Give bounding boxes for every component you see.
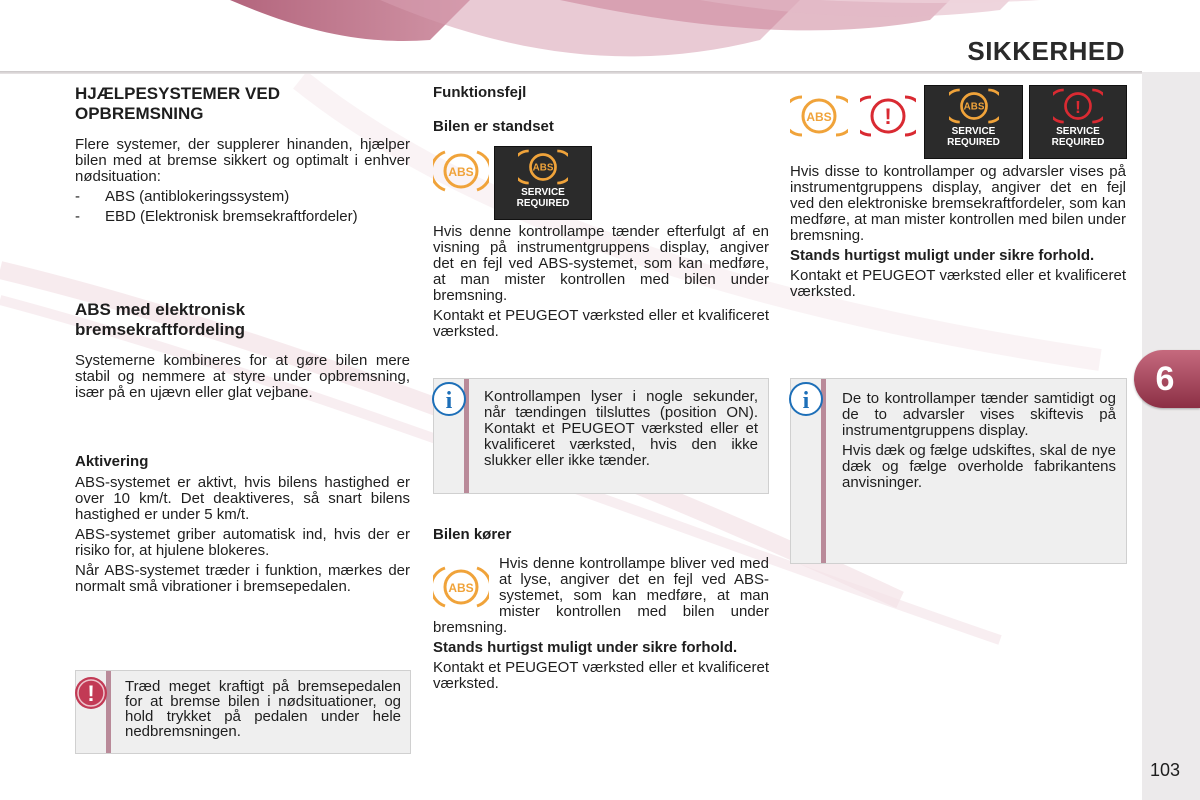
column-1 <box>75 84 410 227</box>
column-2-stationary <box>433 224 769 340</box>
driving-stop: Stands hurtigst muligt under sikre forhold. <box>433 639 738 656</box>
svg-text:i: i <box>445 388 453 414</box>
column-3 <box>790 164 1126 300</box>
activation-title: Aktivering <box>75 453 149 470</box>
chapter-number: 6 <box>1155 359 1175 398</box>
abs-paragraph: Systemerne kombineres for at gøre bilen mere stabil og nemmere at styre under opbremsning, især på en ujævn eller glat vejbane. <box>75 352 410 401</box>
svg-text:ABS: ABS <box>963 101 984 113</box>
service-label: SERVICE <box>1056 126 1100 137</box>
column-2 <box>433 84 769 136</box>
warning-note <box>75 670 411 754</box>
stationary-title: Bilen er standset <box>433 118 554 135</box>
info-note-body <box>842 391 1116 491</box>
info-note <box>790 378 1127 564</box>
right-margin-strip <box>1142 72 1200 800</box>
activation-paragraph-2: ABS-systemet griber automatisk ind, hvis der er risiko for, at hjulene blokeres. <box>75 526 410 559</box>
activation-paragraph-3: Når ABS-systemet træder i funktion, mærkes der normalt små vibrationer i bremsepedalen. <box>75 562 410 595</box>
info-icon <box>789 382 823 421</box>
driving-paragraph: Hvis denne kontrollampe bliver ved med at lyse, angiver det en fejl ved ABS-systemet, som kan medføre, at man mister kontrollen med bilen under bremsning. <box>433 555 769 636</box>
abs-orange-icon <box>518 147 568 187</box>
stationary-contact: Kontakt et PEUGEOT værksted eller et kvalificeret værksted. <box>433 307 769 340</box>
required-label: REQUIRED <box>516 198 570 209</box>
required-label: REQUIRED <box>1051 137 1105 148</box>
warning-icon <box>74 676 108 715</box>
abs-orange-icon <box>790 92 848 145</box>
brake-warning-icon <box>860 92 916 145</box>
ebd-contact: Kontakt et PEUGEOT værksted eller et kvalificeret værksted. <box>790 267 1126 300</box>
column-1-activation <box>75 453 410 595</box>
fault-title: Funktionsfejl <box>433 84 527 101</box>
ebd-paragraph: Hvis disse to kontrollamper og advarsler vises på instrumentgruppens display, angiver det en fejl ved den elektroniske bremsekraftfordeler, som kan medføre, at man mister kontrollen med bilen under bremsning. <box>790 163 1126 244</box>
brake-service-required-tile <box>1029 85 1127 159</box>
abs-service-required-tile <box>494 146 592 220</box>
list-item: - ABS (antiblokeringssystem) <box>75 188 290 205</box>
header-rule <box>0 71 1142 74</box>
column-1-abs <box>75 300 410 401</box>
info-note <box>433 378 769 494</box>
brake-warning-icon <box>1053 86 1103 126</box>
info-note-paragraph-1: De to kontrollamper tænder samtidigt og de to advarsler vises skiftevis på instrumentgruppens display. <box>842 390 1116 439</box>
required-label: REQUIRED <box>947 137 1000 148</box>
chapter-tab[interactable] <box>1134 350 1200 408</box>
info-note-paragraph-2: Hvis dæk og fælge udskiftes, skal de nye dæk og fælge overholde fabrikantens anvisninger. <box>842 442 1116 491</box>
abs-orange-icon <box>949 86 999 126</box>
svg-text:!: ! <box>1075 97 1081 118</box>
column-2-driving <box>433 526 769 544</box>
svg-text:ABS: ABS <box>806 110 832 124</box>
section-title: SIKKERHED <box>967 36 1125 66</box>
svg-text:ABS: ABS <box>448 165 474 179</box>
activation-paragraph-1: ABS-systemet er aktivt, hvis bilens hastighed er over 10 km/t. Det deaktiveres, så snart bilens hastighed er under 5 km/t. <box>75 474 410 523</box>
heading-abs: ABS med elektronisk bremsekraftfordeling <box>75 300 246 339</box>
info-icon <box>432 382 466 421</box>
intro-paragraph: Flere systemer, der supplerer hinanden, hjælper bilen med at bremse sikkert og optimalt i enhver nødsituation: <box>75 136 410 185</box>
svg-text:i: i <box>802 388 810 414</box>
abs-orange-icon <box>433 146 489 201</box>
svg-text:!: ! <box>884 104 892 129</box>
stationary-paragraph: Hvis denne kontrollampe tænder efterfulgt af en visning på instrumentgruppens display, angiver det en fejl ved ABS-systemet, som kan medføre, at man mister kontrollen med bilen under bremsning. <box>433 223 769 304</box>
list-item: - EBD (Elektronisk bremsekraftfordeler) <box>75 208 358 225</box>
heading-assist-systems: HJÆLPESYSTEMER VED OPBREMSNING <box>75 84 280 123</box>
ebd-stop: Stands hurtigst muligt under sikre forhold. <box>790 247 1095 264</box>
svg-text:!: ! <box>87 681 95 706</box>
driving-contact: Kontakt et PEUGEOT værksted eller et kvalificeret værksted. <box>433 659 769 692</box>
driving-title: Bilen kører <box>433 526 512 543</box>
column-2-driving-body <box>433 556 769 692</box>
info-note-text: Kontrollampen lyser i nogle sekunder, når tændingen tilsluttes (position ON). Kontakt et PEUGEOT værksted eller et kvalificeret værksted, hvis den ikke slukker eller ikke tænder. <box>484 388 758 469</box>
svg-text:ABS: ABS <box>532 162 554 174</box>
abs-service-required-tile <box>924 85 1023 159</box>
svg-text:ABS: ABS <box>448 581 474 595</box>
bullet-list <box>75 187 410 227</box>
page-number: 103 <box>1150 760 1181 780</box>
service-label: SERVICE <box>951 126 996 137</box>
warning-note-text: Træd meget kraftigt på bremsepedalen for at bremse bilen i nødsituationer, og hold trykket på pedalen under hele nedbremsningen. <box>125 678 401 740</box>
service-label: SERVICE <box>521 187 565 198</box>
